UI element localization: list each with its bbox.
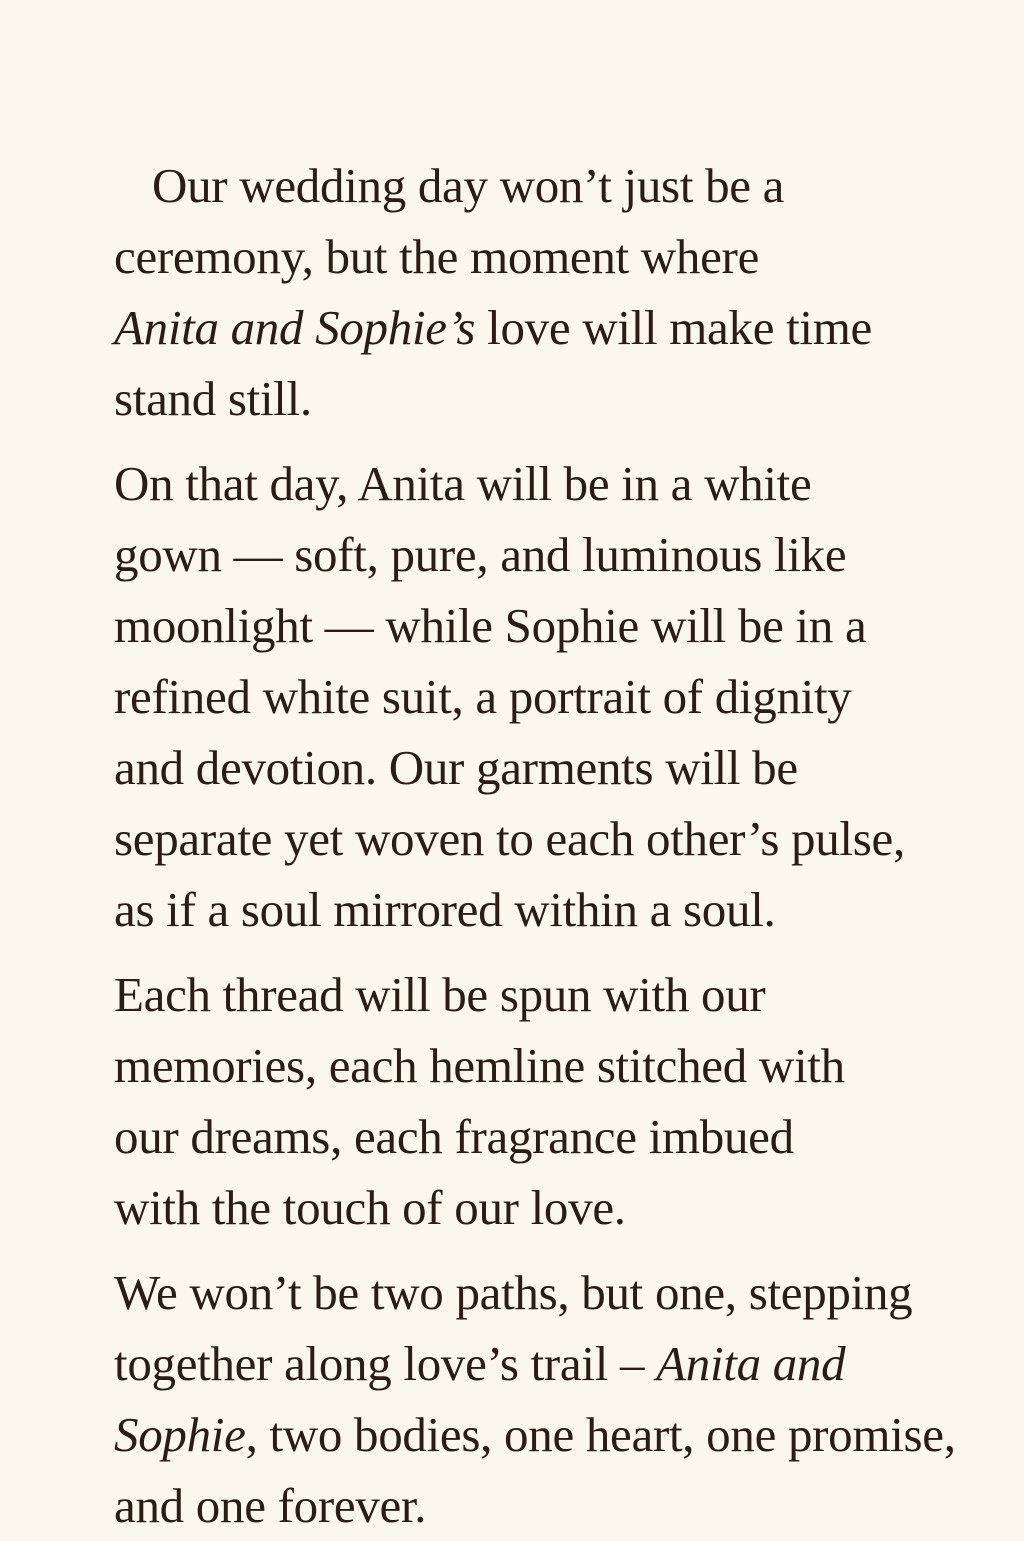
couple-names-italic: Anita and bbox=[656, 1336, 846, 1391]
text-line: On that day, Anita will be in a white bbox=[114, 456, 812, 511]
paragraph-threads bbox=[114, 959, 1014, 1243]
text-line bbox=[114, 1399, 1014, 1470]
text-line: our dreams, each fragrance imbued bbox=[114, 1109, 794, 1164]
text-line: and one forever. bbox=[114, 1478, 427, 1533]
text-line bbox=[114, 292, 1014, 363]
couple-names-italic: Anita and Sophie’s bbox=[114, 300, 476, 355]
text-line: stand still. bbox=[114, 371, 312, 426]
text-run: together along love’s trail – bbox=[114, 1336, 657, 1391]
paragraph-one-path bbox=[114, 1257, 1014, 1541]
text-line: separate yet woven to each other’s pulse, bbox=[114, 811, 905, 866]
couple-names-italic: Sophie bbox=[114, 1407, 246, 1462]
paragraph-wedding-day bbox=[114, 150, 1014, 434]
text-run: love will make time bbox=[475, 300, 872, 355]
text-line: Each thread will be spun with our bbox=[114, 967, 766, 1022]
letter-body bbox=[114, 150, 1014, 1541]
paragraph-garments bbox=[114, 448, 1014, 945]
text-line: Our wedding day won’t just be a bbox=[152, 158, 785, 213]
text-run: , two bodies, one heart, one promise, bbox=[245, 1407, 956, 1462]
text-line: memories, each hemline stitched with bbox=[114, 1038, 845, 1093]
text-line: with the touch of our love. bbox=[114, 1180, 626, 1235]
text-line: gown — soft, pure, and luminous like bbox=[114, 527, 847, 582]
text-line: refined white suit, a portrait of dignity bbox=[114, 669, 852, 724]
text-line: moonlight — while Sophie will be in a bbox=[114, 598, 867, 653]
text-line: and devotion. Our garments will be bbox=[114, 740, 798, 795]
text-line: We won’t be two paths, but one, stepping bbox=[114, 1265, 913, 1320]
text-line: as if a soul mirrored within a soul. bbox=[114, 882, 776, 937]
text-line: ceremony, but the moment where bbox=[114, 229, 760, 284]
text-line bbox=[114, 1328, 1014, 1399]
